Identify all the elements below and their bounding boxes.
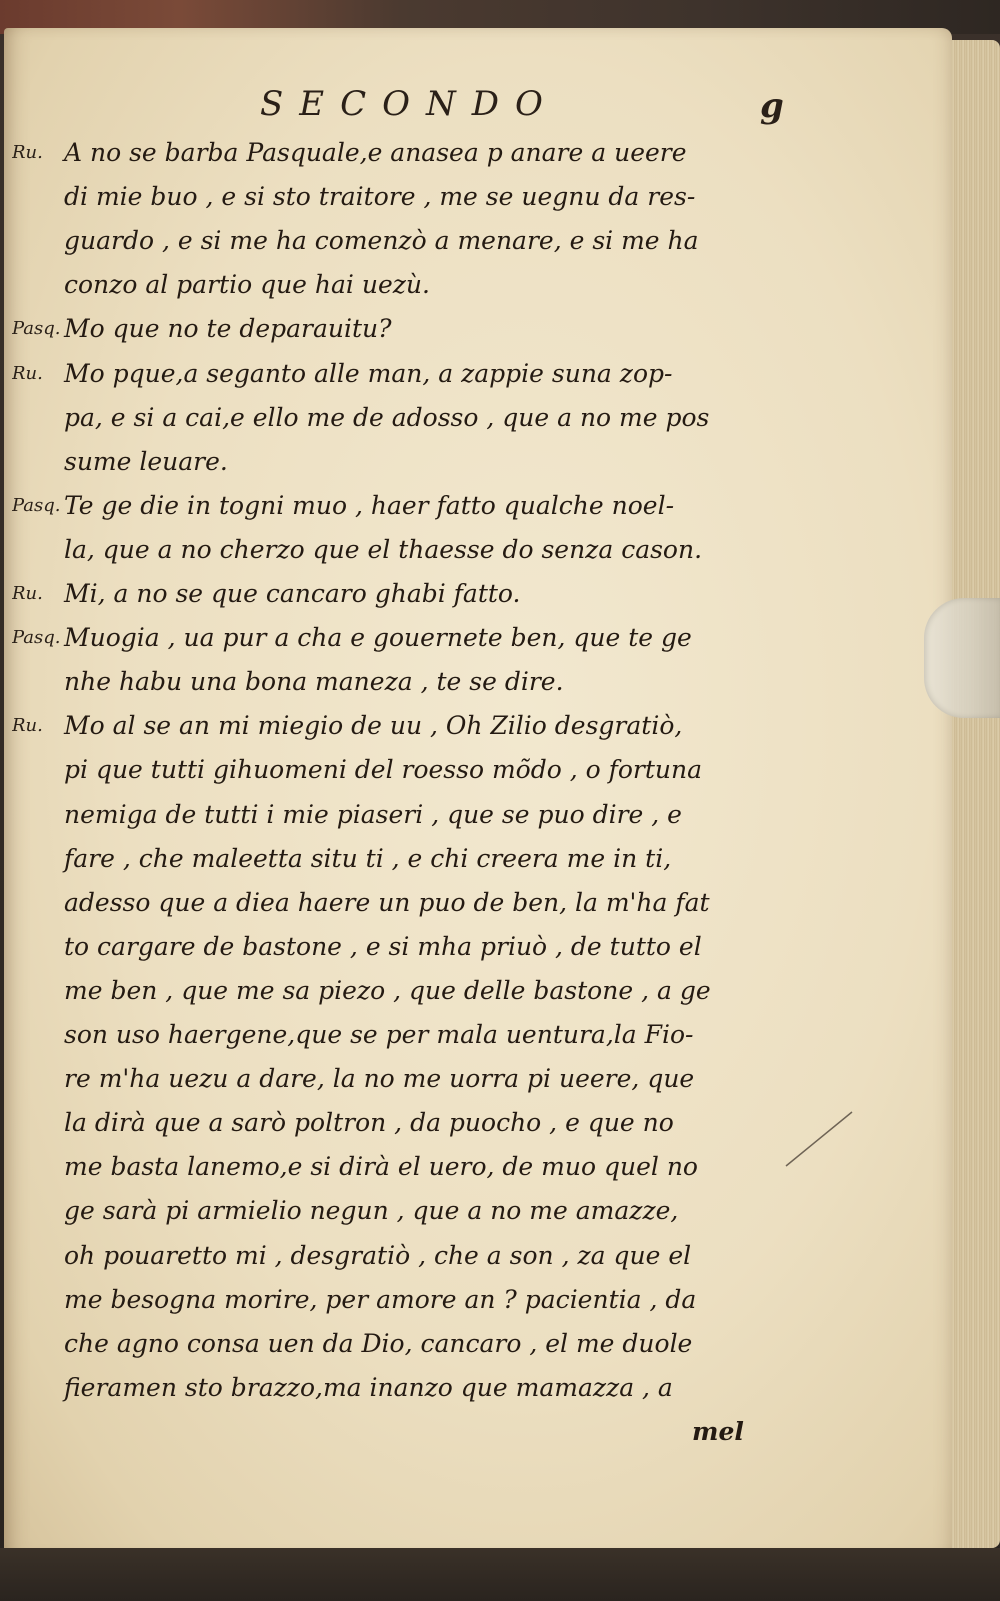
line-text: Mo pque,a seganto alle man, a zappie suna zop- <box>64 358 673 388</box>
text-line <box>12 839 812 879</box>
text-line <box>12 1059 812 1099</box>
text-line <box>12 265 812 305</box>
line-text: la, que a no cherzo que el thaesse do senza cason. <box>64 534 703 564</box>
text-line <box>12 971 812 1011</box>
line-text: che agno consa uen da Dio, cancaro , el me duole <box>64 1328 693 1358</box>
line-text: A no se barba Pasquale,e anasea p anare a ueere <box>64 138 687 167</box>
line-text: sume leuare. <box>64 446 228 476</box>
line-text: pa, e si a cai,e ello me de adosso , que a no me pos <box>64 402 710 432</box>
line-text: me basta lanemo,e si dirà el uero, de muo quel no <box>64 1152 698 1182</box>
text-line <box>12 1015 812 1055</box>
text-line <box>12 133 812 173</box>
line-text: nemiga de tutti i mie piaseri , que se puo dire , e <box>64 799 682 829</box>
text-line <box>12 618 812 658</box>
line-text: re m'ha uezu a dare, la no me uorra pi ueere, que <box>64 1064 695 1094</box>
line-text: to cargare de bastone , e si mha priuò , de tutto el <box>64 931 702 961</box>
speaker-label: Pasq. <box>12 494 61 516</box>
text-line <box>12 574 812 614</box>
speaker-label: Ru. <box>12 715 43 737</box>
line-text: fare , che maleetta situ ti , e chi creera me in ti, <box>64 843 672 873</box>
line-text: Mo al se an mi miegio de uu , Oh Zilio desgratiò, <box>64 711 683 741</box>
line-text: oh pouaretto mi , desgratiò , che a son , za que el <box>64 1240 692 1270</box>
text-line <box>12 750 812 790</box>
line-text: nhe habu una bona maneza , te se dire. <box>64 667 564 697</box>
line-text: Mi, a no se que cancaro ghabi fatto. <box>64 579 521 608</box>
text-line <box>12 1236 812 1276</box>
text-line <box>12 530 812 570</box>
line-text: me besogna morire, per amore an ? pacientia , da <box>64 1284 697 1314</box>
line-text: la dirà que a sarò poltron , da puocho , e que no <box>64 1108 674 1138</box>
text-line <box>12 309 812 349</box>
speaker-label: Ru. <box>12 362 43 384</box>
page-signature: g <box>760 86 784 126</box>
text-line <box>12 706 812 746</box>
line-text: Te ge die in togni muo , haer fatto qualche noel- <box>64 490 675 520</box>
ink-slash-mark <box>782 1108 856 1170</box>
line-text: pi que tutti gihuomeni del roesso mõdo , o fortuna <box>64 755 703 785</box>
speaker-label: Ru. <box>12 142 43 163</box>
text-line <box>12 662 812 702</box>
line-text: adesso que a diea haere un puo de ben, la m'ha fat <box>64 887 710 917</box>
line-text: di mie buo , e si sto traitore , me se uegnu da res- <box>64 182 696 212</box>
line-text: son uso haergene,que se per mala uentura,la Fio- <box>64 1020 694 1049</box>
line-text: Mo que no te deparauitu? <box>64 314 392 344</box>
text-line <box>12 354 812 394</box>
catchword: mel <box>692 1416 744 1446</box>
text-line <box>12 1324 812 1364</box>
line-text: fieramen sto brazzo,ma inanzo que mamazza , a <box>64 1372 673 1402</box>
text-line <box>12 442 812 482</box>
text-line <box>12 795 812 835</box>
speaker-label: Ru. <box>12 583 43 604</box>
text-line <box>12 486 812 526</box>
text-line <box>12 927 812 967</box>
line-text: guardo , e si me ha comenzò a menare, e si me ha <box>64 226 699 256</box>
text-line <box>12 398 812 438</box>
line-text: ge sarà pi armielio negun , que a no me amazze, <box>64 1196 679 1226</box>
text-line <box>12 221 812 261</box>
line-text: Muogia , ua pur a cha e gouernete ben, que te ge <box>64 623 692 653</box>
text-line <box>12 883 812 923</box>
page-tab-marker <box>924 598 1000 718</box>
text-line <box>12 1103 812 1143</box>
text-line <box>12 1280 812 1320</box>
running-head: SECONDO <box>260 84 559 124</box>
text-line <box>12 1368 812 1408</box>
speaker-label: Pasq. <box>12 318 61 340</box>
text-line <box>12 1191 812 1231</box>
line-text: me ben , que me sa piezo , que delle bastone , a ge <box>64 975 711 1005</box>
text-line <box>12 177 812 217</box>
book-cover-bottom <box>0 1548 1000 1601</box>
speaker-label: Pasq. <box>12 627 61 649</box>
line-text: conzo al partio que hai uezù. <box>64 270 430 300</box>
text-line <box>12 1147 812 1187</box>
dialogue-text <box>12 133 812 1523</box>
